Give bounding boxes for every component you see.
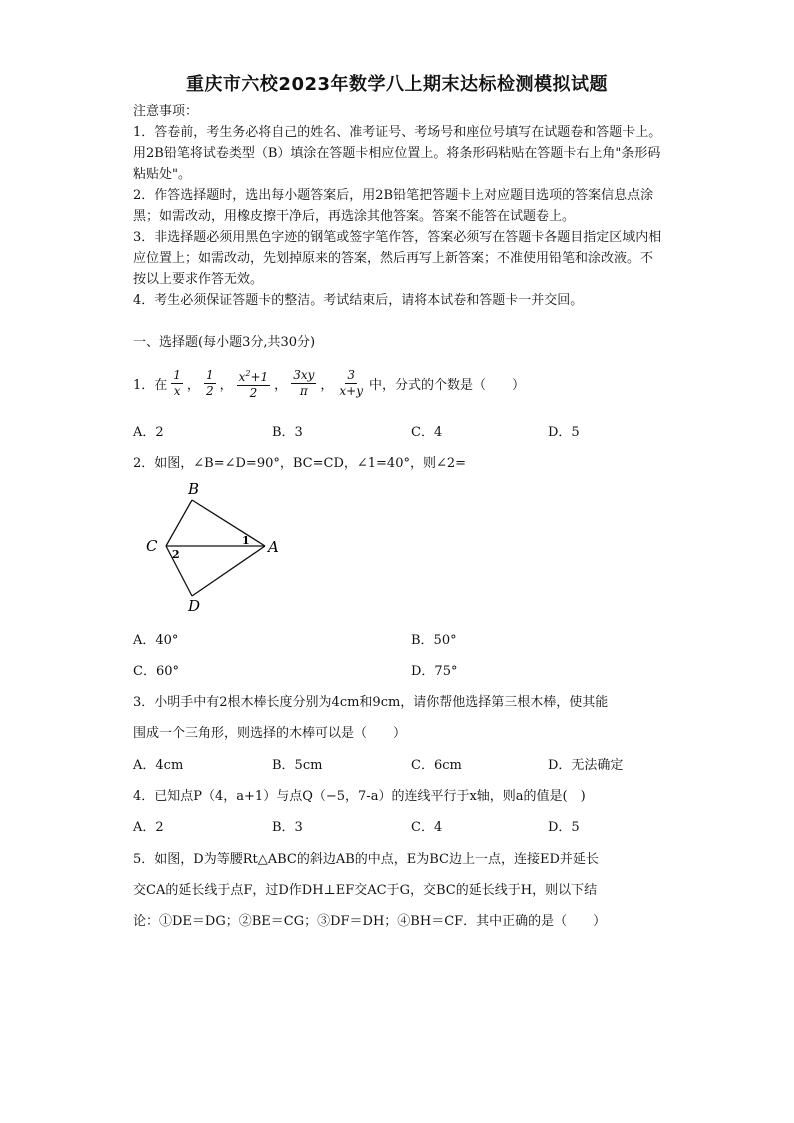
fraction: $\frac{3xy}{\pi}$ [293, 367, 315, 398]
option-a: A．40° [133, 633, 179, 648]
label-b: B [188, 480, 200, 498]
fraction: $\frac{1}{x}$ [173, 367, 181, 398]
question-5-line: 交CA的延长线于点F，过D作DH⊥EF交AC于G，交BC的延长线于H，则以下结 [133, 883, 598, 898]
question-5-line: 5．如图，D为等腰Rt△ABC的斜边AB的中点，E为BC边上一点，连接ED并延长 [133, 852, 599, 867]
notes-item: 2．作答选择题时，选出每小题答案后，用2B铅笔把答题卡上对应题目选项的答案信息点涂黑；如需改动，用橡皮擦干净后，再选涂其他答案。答案不能答在试题卷上。 [133, 188, 654, 224]
fraction: $\frac{x^2+1}{2}$ [237, 366, 271, 401]
notes-item: 1．答卷前，考生务必将自己的姓名、准考证号、考场号和座位号填写在试题卷和答题卡上。用2B铅笔将试卷类型（B）填涂在答题卡相应位置上。将条形码粘贴在答题卡右上角"条形码粘贴处"。 [133, 125, 662, 182]
notes-item: 3．非选择题必须用黑色字迹的钢笔或签字笔作答，答案必须写在答题卡各题目指定区域内相应位置上；如需改动，先划掉原来的答案，然后再写上新答案；不准使用铅笔和涂改液。不按以上要求作答无效。 [133, 230, 662, 287]
q1-prefix: 1．在 [133, 377, 168, 393]
option-d: D．5 [548, 425, 580, 440]
question-1-stem: 1．在 $\frac{1}{x}$ ， $\frac{1}{2}$ ， $\frac{x^2+1}{2}$ ， $\frac{3xy}{\pi}$ ， $\frac{3}{x+y}$ 中，分式的个数是（ ） [133, 367, 526, 400]
option-c: C．4 [411, 820, 443, 835]
option-c: C．4 [411, 425, 443, 440]
question-5-line: 论：①DE＝DG；②BE＝CG；③DF＝DH；④BH＝CF．其中正确的是（ ） [133, 914, 607, 929]
option-b: B．50° [411, 633, 457, 648]
label-a: A [268, 538, 279, 556]
page-title: 重庆市六校2023年数学八上期末达标检测模拟试题 [185, 74, 609, 95]
option-c: C．6cm [411, 758, 462, 773]
notes-heading: 注意事项： [133, 104, 199, 119]
fraction: $\frac{3}{x+y}$ [339, 367, 363, 398]
segment-ba [192, 500, 265, 546]
option-d: D．75° [411, 664, 458, 679]
option-d: D．5 [548, 820, 580, 835]
notes-item: 4．考生必须保证答题卡的整洁。考试结束后，请将本试卷和答题卡一并交回。 [133, 293, 584, 308]
option-a: A．2 [133, 820, 164, 835]
question-3-line: 围成一个三角形，则选择的木棒可以是（ ） [133, 726, 407, 741]
option-b: B．3 [272, 820, 303, 835]
label-d: D [188, 597, 201, 615]
segment-cb [166, 500, 192, 546]
triangle-figure [140, 478, 290, 616]
option-c: C．60° [133, 664, 179, 679]
option-a: A．4cm [133, 758, 184, 773]
angle-1-label: 1 [242, 534, 250, 547]
q1-suffix: 中，分式的个数是（ ） [369, 377, 526, 393]
label-c: C [146, 537, 158, 555]
section-heading: 一、选择题(每小题3分,共30分) [133, 335, 316, 350]
option-b: B．3 [272, 425, 303, 440]
option-d: D．无法确定 [548, 758, 624, 773]
question-3-line: 3．小明手中有2根木棒长度分别为4cm和9cm，请你帮他选择第三根木棒，使其能 [133, 695, 609, 710]
option-b: B．5cm [272, 758, 323, 773]
notes-block [133, 101, 663, 311]
fraction: $\frac{1}{2}$ [205, 367, 214, 398]
question-2-stem: 2．如图，∠B=∠D=90°，BC=CD，∠1=40°，则∠2= [133, 456, 467, 471]
angle-2-label: 2 [172, 548, 180, 561]
segment-da [192, 546, 265, 596]
question-4-stem: 4．已知点P（4，a+1）与点Q（−5，7-a）的连线平行于x轴，则a的值是( ) [133, 789, 586, 804]
option-a: A．2 [133, 425, 164, 440]
